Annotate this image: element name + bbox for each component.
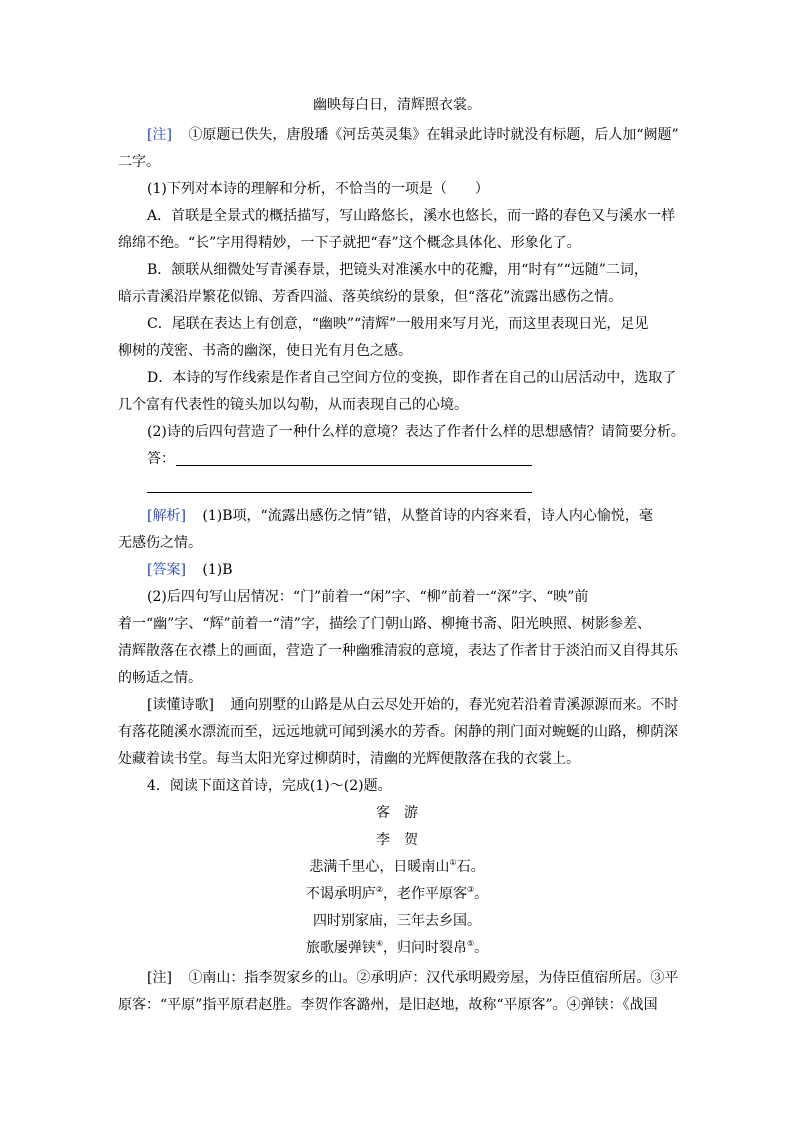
question-4-stem: 4．阅读下面这首诗，完成(1)～(2)题。: [147, 778, 392, 794]
poem-line-text: 。: [474, 886, 489, 902]
reading-text: 通向别墅的山路是从白云尽处开始的，春光宛若沿着青溪源源而来。不时: [230, 697, 679, 713]
poem-line: [0, 884, 794, 904]
analysis-paragraph: [147, 506, 653, 526]
note-text: ①南山：指李贺家乡的山。②承明庐：汉代承明殿旁屋，为侍臣值宿所居。③平: [188, 970, 679, 986]
answer-text: (2)后四句写山居情况：“门”前着一“闲”字、“柳”前着一“深”字、“映”前: [147, 589, 589, 605]
poem-line-text: 。: [474, 940, 489, 956]
note-text: ①原题已佚失，唐殷璠《河岳英灵集》在辑录此诗时就没有标题，后人加“阙题”: [188, 127, 679, 143]
poem-line-text: ，老作平原客: [383, 886, 467, 902]
poem-line-text: 不谒承明庐: [305, 886, 376, 902]
poem-line-text: 悲满千里心，日暖南山: [309, 859, 450, 875]
note-paragraph: [147, 125, 679, 145]
answer-text-cont: 的畅适之情。: [118, 670, 202, 686]
answer-paragraph: [147, 560, 233, 580]
option-b: B．颔联从细微处写青溪春景，把镜头对准溪水中的花瓣，用“时有”“远随”二词，: [147, 262, 648, 278]
reading-text-cont: 有落花随溪水漂流而至，远远地就可闻到溪水的芳香。闲静的荆门面对蜿蜒的山路，柳荫深: [118, 724, 678, 740]
note-tag: [注]: [147, 127, 172, 143]
question-2-stem: (2)诗的后四句营造了一种什么样的意境？表达了作者什么样的思想感情？请简要分析。: [147, 424, 685, 440]
note-tag: [注]: [147, 970, 172, 986]
analysis-text: (1)B项，“流露出感伤之情”错，从整首诗的内容来看，诗人内心愉悦，毫: [202, 508, 653, 524]
poem-line-text: 石。: [456, 859, 485, 875]
answer-blank-line[interactable]: [147, 492, 532, 493]
option-c-cont: 柳树的茂密、书斋的幽深，使日光有月色之感。: [118, 343, 412, 359]
answer-label: 答：: [147, 451, 175, 467]
answer-text: (1)B: [202, 562, 233, 578]
analysis-text-cont: 无感伤之情。: [118, 535, 202, 551]
reading-tag: [读懂诗歌]: [147, 697, 214, 713]
poem-line: 幽映每白日，清辉照衣裳。: [313, 97, 481, 113]
question-1-stem: (1)下列对本诗的理解和分析，不恰当的一项是（ ）: [147, 181, 489, 197]
answer-text-cont: 清辉散落在衣襟上的画面，营造了一种幽雅清寂的意境，表达了作者甘于淡泊而又自得其乐: [118, 643, 678, 659]
poem-author: 李 贺: [376, 832, 418, 848]
option-d-cont: 几个富有代表性的镜头加以勾勒，从而表现自己的心境。: [118, 397, 468, 413]
poem-line: [0, 911, 794, 931]
poem-line: [0, 938, 794, 958]
analysis-tag: [解析]: [147, 508, 186, 524]
footnote-mark: ④: [375, 939, 383, 948]
footnote-mark: ③: [467, 885, 475, 894]
footnote-mark: ①: [449, 858, 457, 867]
note-paragraph: [147, 968, 678, 988]
option-a: A．首联是全景式的概括描写，写山路悠长，溪水也悠长，而一路的春色又与溪水一样: [147, 208, 676, 224]
option-c: C．尾联在表达上有创意，“幽映”“清辉”一般用来写月光，而这里表现日光，足见: [147, 316, 649, 332]
option-a-cont: 绵绵不绝。“长”字用得精妙，一下子就把“春”这个概念具体化、形象化了。: [118, 235, 581, 251]
answer-blank-line[interactable]: [176, 465, 532, 466]
note-text-cont: 原客：“平原”指平原君赵胜。李贺作客潞州，是旧赵地，故称“平原客”。④弹铗：《战国: [118, 997, 658, 1013]
option-b-cont: 暗示青溪沿岸繁花似锦、芳香四溢、落英缤纷的景象，但“落花”流露出感伤之情。: [118, 289, 623, 305]
option-d: D．本诗的写作线索是作者自己空间方位的变换，即作者在自己的山居活动中，选取了: [147, 370, 677, 386]
reading-text-cont: 处藏着读书堂。每当太阳光穿过柳荫时，清幽的光辉便散落在我的衣裳上。: [118, 751, 580, 767]
poem-line-text: 旅歌屡弹铗: [305, 940, 376, 956]
footnote-mark: ②: [375, 885, 383, 894]
poem-line-text: ，归问时裂帛: [383, 940, 467, 956]
poem-title: 客 游: [376, 805, 418, 821]
footnote-mark: ⑤: [467, 939, 475, 948]
note-text-cont: 二字。: [118, 154, 160, 170]
reading-paragraph: [147, 695, 678, 715]
answer-tag: [答案]: [147, 562, 186, 578]
poem-line-text: 四时别家庙，三年去乡国。: [313, 913, 481, 929]
poem-line: [0, 857, 794, 877]
answer-text-cont: 着一“幽”字、“辉”前着一“清”字，描绘了门朝山路、柳掩书斋、阳光映照、树影参差、: [118, 616, 651, 632]
